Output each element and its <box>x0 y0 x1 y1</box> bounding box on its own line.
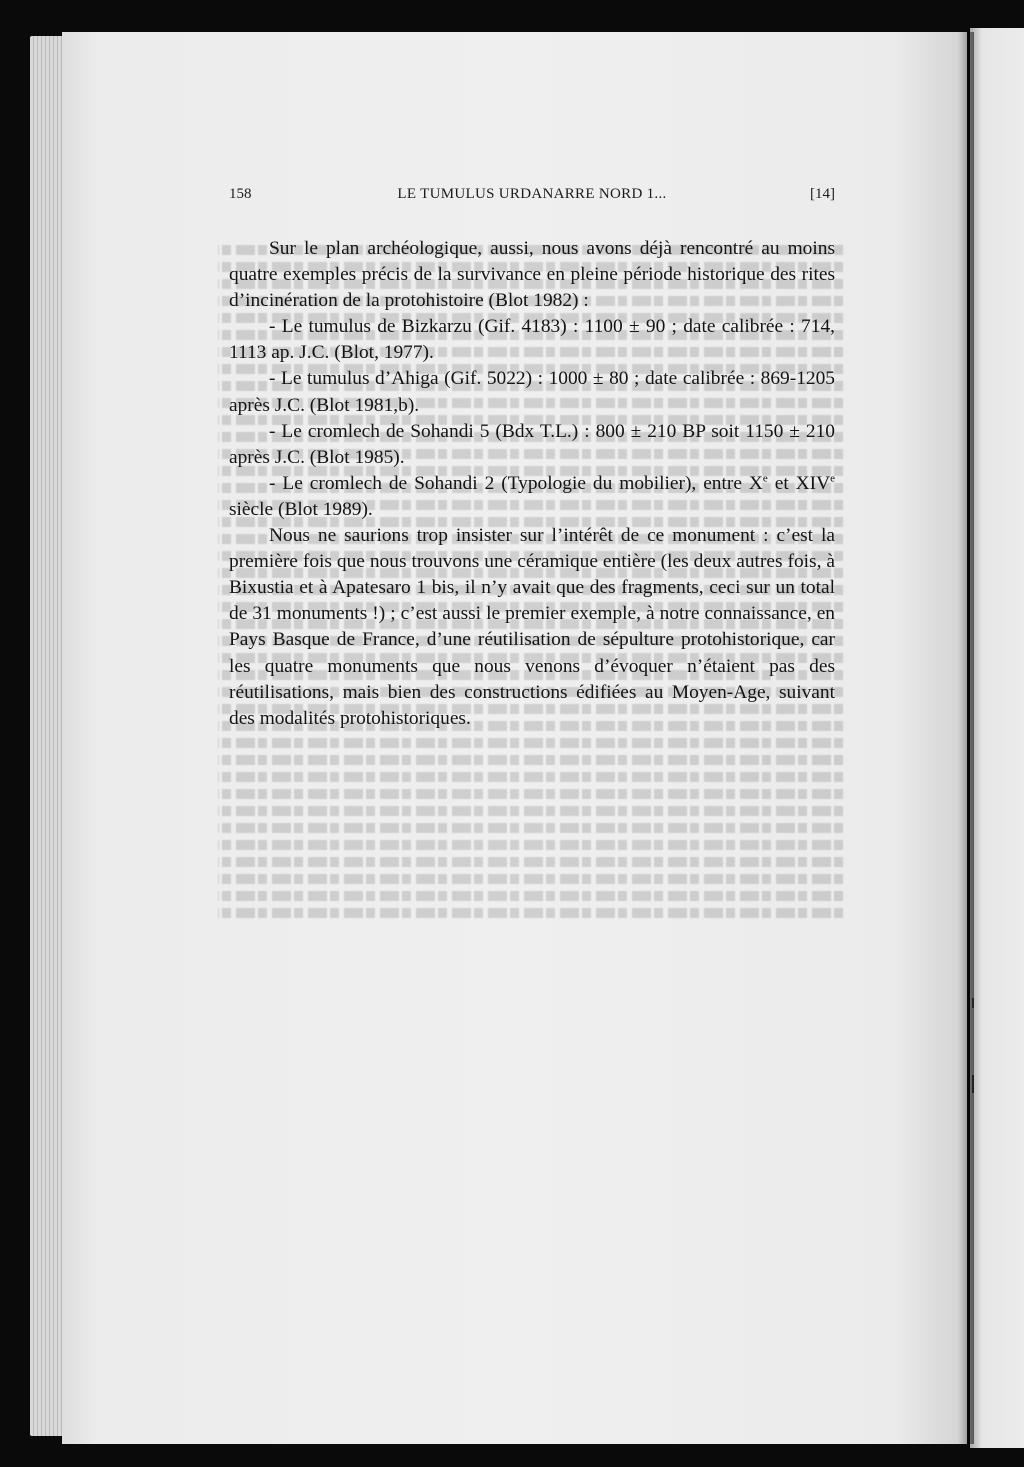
section-number: [14] <box>810 186 835 202</box>
page-number: 158 <box>229 186 252 202</box>
list-item: - Le tumulus de Bizkarzu (Gif. 4183) : 1100 ± 90 ; date calibrée : 714, 1113 ap. J.C. (Blot, 1977). <box>229 316 835 364</box>
list-item-text: et XIV <box>767 472 831 494</box>
list-item-text: siècle (Blot 1989). <box>229 498 373 520</box>
list-item: - Le cromlech de Sohandi 5 (Bdx T.L.) : 800 ± 210 BP soit 1150 ± 210 après J.C. (Blot 1985). <box>229 420 835 468</box>
binding-mark <box>972 998 974 1008</box>
paragraph: Sur le plan archéologique, aussi, nous avons déjà rencontré au moins quatre exemples précis de la survivance en pleine période historique des rites d’incinération de la protohistoire (Blot 1982) : <box>229 238 835 312</box>
list-item <box>229 471 835 523</box>
superscript: e <box>762 472 768 485</box>
list-item: - Le tumulus d’Ahiga (Gif. 5022) : 1000 ± 80 ; date calibrée : 869-1205 après J.C. (Blot 1981,b). <box>229 368 835 416</box>
list-item-text: - Le cromlech de Sohandi 2 (Typologie du mobilier), entre X <box>269 472 763 494</box>
paragraph: Nous ne saurions trop insister sur l’intérêt de ce monument : c’est la première fois que nous trouvons une céramique entière (les deux autres fois, à Bixustia et à Apatesaro 1 bis, il n’y avait que des fragments, ceci sur un total de 31 monuments !) ; c’est aussi le premier exemple, à notre connaissance, en Pays Basque de France, d’une réutilisation de sépulture protohistorique, car les quatre monuments que nous venons d’évoquer n’étaient pas des réutilisations, mais bien des constructions édifiées au Moyen-Age, suivant des modalités protohistoriques. <box>229 525 835 729</box>
running-header <box>229 186 835 208</box>
gutter-shadow <box>958 32 974 1444</box>
superscript: e <box>830 472 835 485</box>
body-text <box>229 236 835 732</box>
facing-page <box>970 28 1024 1448</box>
running-title: LE TUMULUS URDANARRE NORD 1... <box>397 186 667 202</box>
binding-mark <box>972 1075 974 1093</box>
